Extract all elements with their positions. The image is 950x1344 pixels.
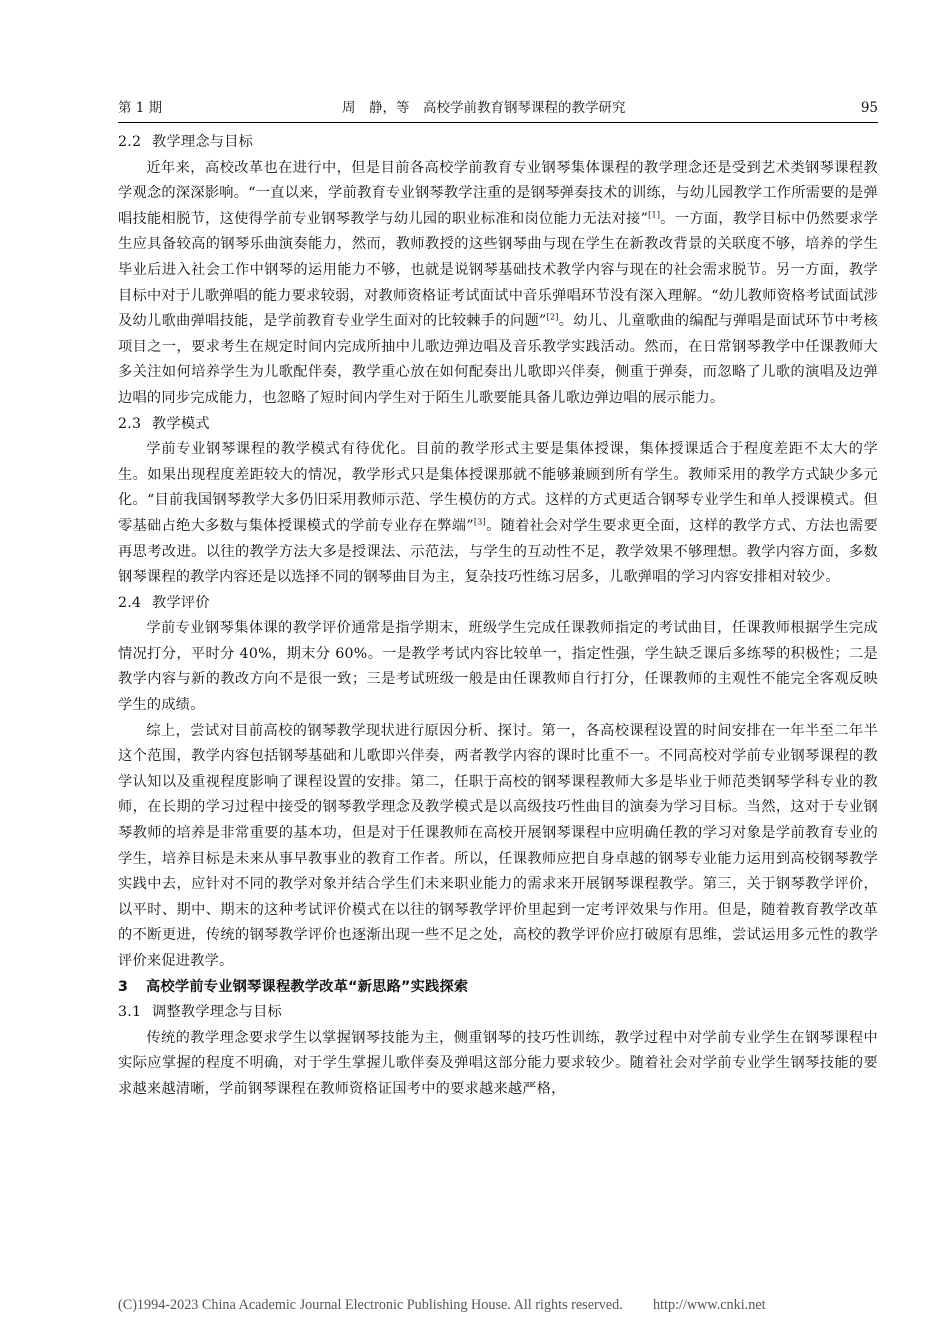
citation-ref[interactable]: [2] bbox=[546, 312, 559, 322]
paragraph: 学前专业钢琴课程的教学模式有待优化。目前的教学形式主要是集体授课，集体授课适合于程度差距不太大的学生。如果出现程度差距较大的情况，教学形式只是集体授课那就不能够兼顾到所有学生。教师采用的教学方式缺少多元化。“目前我国钢琴教学大多仍旧采用教师示范、学生模仿的方式。这样的方式更适合钢琴专业学生和单人授课模式。但零基础占绝大多数与集体授课模式的学前专业存在弊端”[3]。随着社会对学生要求更全面，这样的教学方式、方法也需要再思考改进。以往的教学方法大多是授课法、示范法，与学生的互动性不足，教学效果不够理想。教学内容方面，多数钢琴课程的教学内容还是以选择不同的钢琴曲目为主，复杂技巧性练习居多，儿歌弹唱的学习内容安排相对较少。 bbox=[118, 441, 878, 586]
paragraph: 综上，尝试对目前高校的钢琴教学现状进行原因分析、探讨。第一，各高校课程设置的时间安排在一年半至二年半这个范围，教学内容包括钢琴基础和儿歌即兴伴奏，两者教学内容的课时比重不一。不同高校对学前专业钢琴课程的教学认知以及重视程度影响了课程设置的安排。第二，任职于高校的钢琴课程教师大多是毕业于师范类钢琴学科专业的教师，在长期的学习过程中接受的钢琴教学理念及教学模式是以高级技巧性曲目的演奏为学习目标。当然，这对于专业钢琴教师的培养是非常重要的基本功，但是对于任课教师在高校开展钢琴课程中应明确任教的学习对象是学前教育专业的学生，培养目标是未来从事早教事业的教育工作者。所以，任课教师应把自身卓越的钢琴专业能力运用到高校钢琴教学实践中去，应针对不同的教学对象并结合学生们未来职业能力的需求来开展钢琴课程教学。第三，关于钢琴教学评价，以平时、期中、期末的这种考试评价模式在以往的钢琴教学评价里起到一定考评效果与作用。但是，随着教育教学改革的不断更进，传统的钢琴教学评价也逐渐出现一些不足之处，高校的教学评价应打破原有思维，尝试运用多元性的教学评价来促进教学。 bbox=[118, 722, 878, 969]
citation-ref[interactable]: [1] bbox=[648, 210, 661, 220]
running-header bbox=[118, 97, 878, 119]
issue-label: 第 1 期 bbox=[118, 100, 163, 116]
section-heading-2-4: 2.4 教学评价 bbox=[118, 594, 210, 611]
section-heading-3-1: 3.1 调整教学理念与目标 bbox=[118, 1004, 282, 1021]
copyright-text: (C)1994-2023 China Academic Journal Electronic Publishing House. All rights reserved. bbox=[118, 1297, 623, 1313]
section-heading-2-2: 2.2 教学理念与目标 bbox=[118, 134, 254, 150]
paragraph: 传统的教学理念要求学生以掌握钢琴技能为主，侧重钢琴的技巧性训练，教学过程中对学前专业学生在钢琴课程中实际应掌握的程度不明确，对于学生掌握儿歌伴奏及弹唱这部分能力要求较少。随着社会对学前专业学生钢琴技能的要求越来越清晰，学前钢琴课程在教师资格证国考中的要求越来越严格， bbox=[118, 1029, 878, 1097]
article-body bbox=[118, 130, 878, 1103]
header-divider bbox=[118, 122, 878, 123]
citation-ref[interactable]: [3] bbox=[473, 517, 487, 527]
section-heading-2-3: 2.3 教学模式 bbox=[118, 415, 210, 432]
cnki-link[interactable]: http://www.cnki.net bbox=[653, 1297, 766, 1313]
section-heading-3: 3 高校学前专业钢琴课程教学改革“新思路”实践探索 bbox=[118, 978, 469, 995]
copyright-footer bbox=[118, 1294, 878, 1316]
page-number: 95 bbox=[860, 100, 878, 116]
paragraph: 学前专业钢琴集体课的教学评价通常是指学期末，班级学生完成任课教师指定的考试曲目，任课教师根据学生完成情况打分，平时分 40%，期末分 60%。一是教学考试内容比较单一，指定性强，学生缺乏课后多练琴的积极性；二是教学内容与新的教改方向不是很一致；三是考试班级一般是由任课教师自行打分，任课教师的主观性不能完全客观反映学生的成绩。 bbox=[118, 620, 878, 714]
paragraph: 近年来，高校改革也在进行中，但是目前各高校学前教育专业钢琴集体课程的教学理念还是受到艺术类钢琴课程教学观念的深深影响。“一直以来，学前教育专业钢琴教学注重的是钢琴弹奏技术的训练，与幼儿园教学工作所需要的是弹唱技能相脱节，这使得学前专业钢琴教学与幼儿园的职业标准和岗位能力无法对接”[1]。一方面，教学目标中仍然要求学生应具备较高的钢琴乐曲演奏能力，然而，教师教授的这些钢琴曲与现在学生在新教改背景的关联度不够，培养的学生毕业后进入社会工作中钢琴的运用能力不够，也就是说钢琴基础技术教学内容与现在的社会需求脱节。另一方面，教学目标中对于儿歌弹唱的能力要求较弱，对教师资格证考试面试中音乐弹唱环节没有深入理解。“幼儿教师资格考试面试涉及幼儿歌曲弹唱技能，是学前教育专业学生面对的比较棘手的问题”[2]。幼儿、儿童歌曲的编配与弹唱是面试环节中考核项目之一，要求考生在规定时间内完成所抽中儿歌边弹边唱及音乐教学实践活动。然而，在日常钢琴教学中任课教师大多关注如何培养学生为儿歌配伴奏，教学重心放在如何配奏出儿歌即兴伴奏，侧重于弹奏，而忽略了儿歌的演唱及边弹边唱的同步完成能力，也忽略了短时间内学生对于陌生儿歌要能具备儿歌边弹边唱的展示能力。 bbox=[118, 159, 878, 406]
authors-title: 周 静，等 高校学前教育钢琴课程的教学研究 bbox=[342, 100, 626, 116]
